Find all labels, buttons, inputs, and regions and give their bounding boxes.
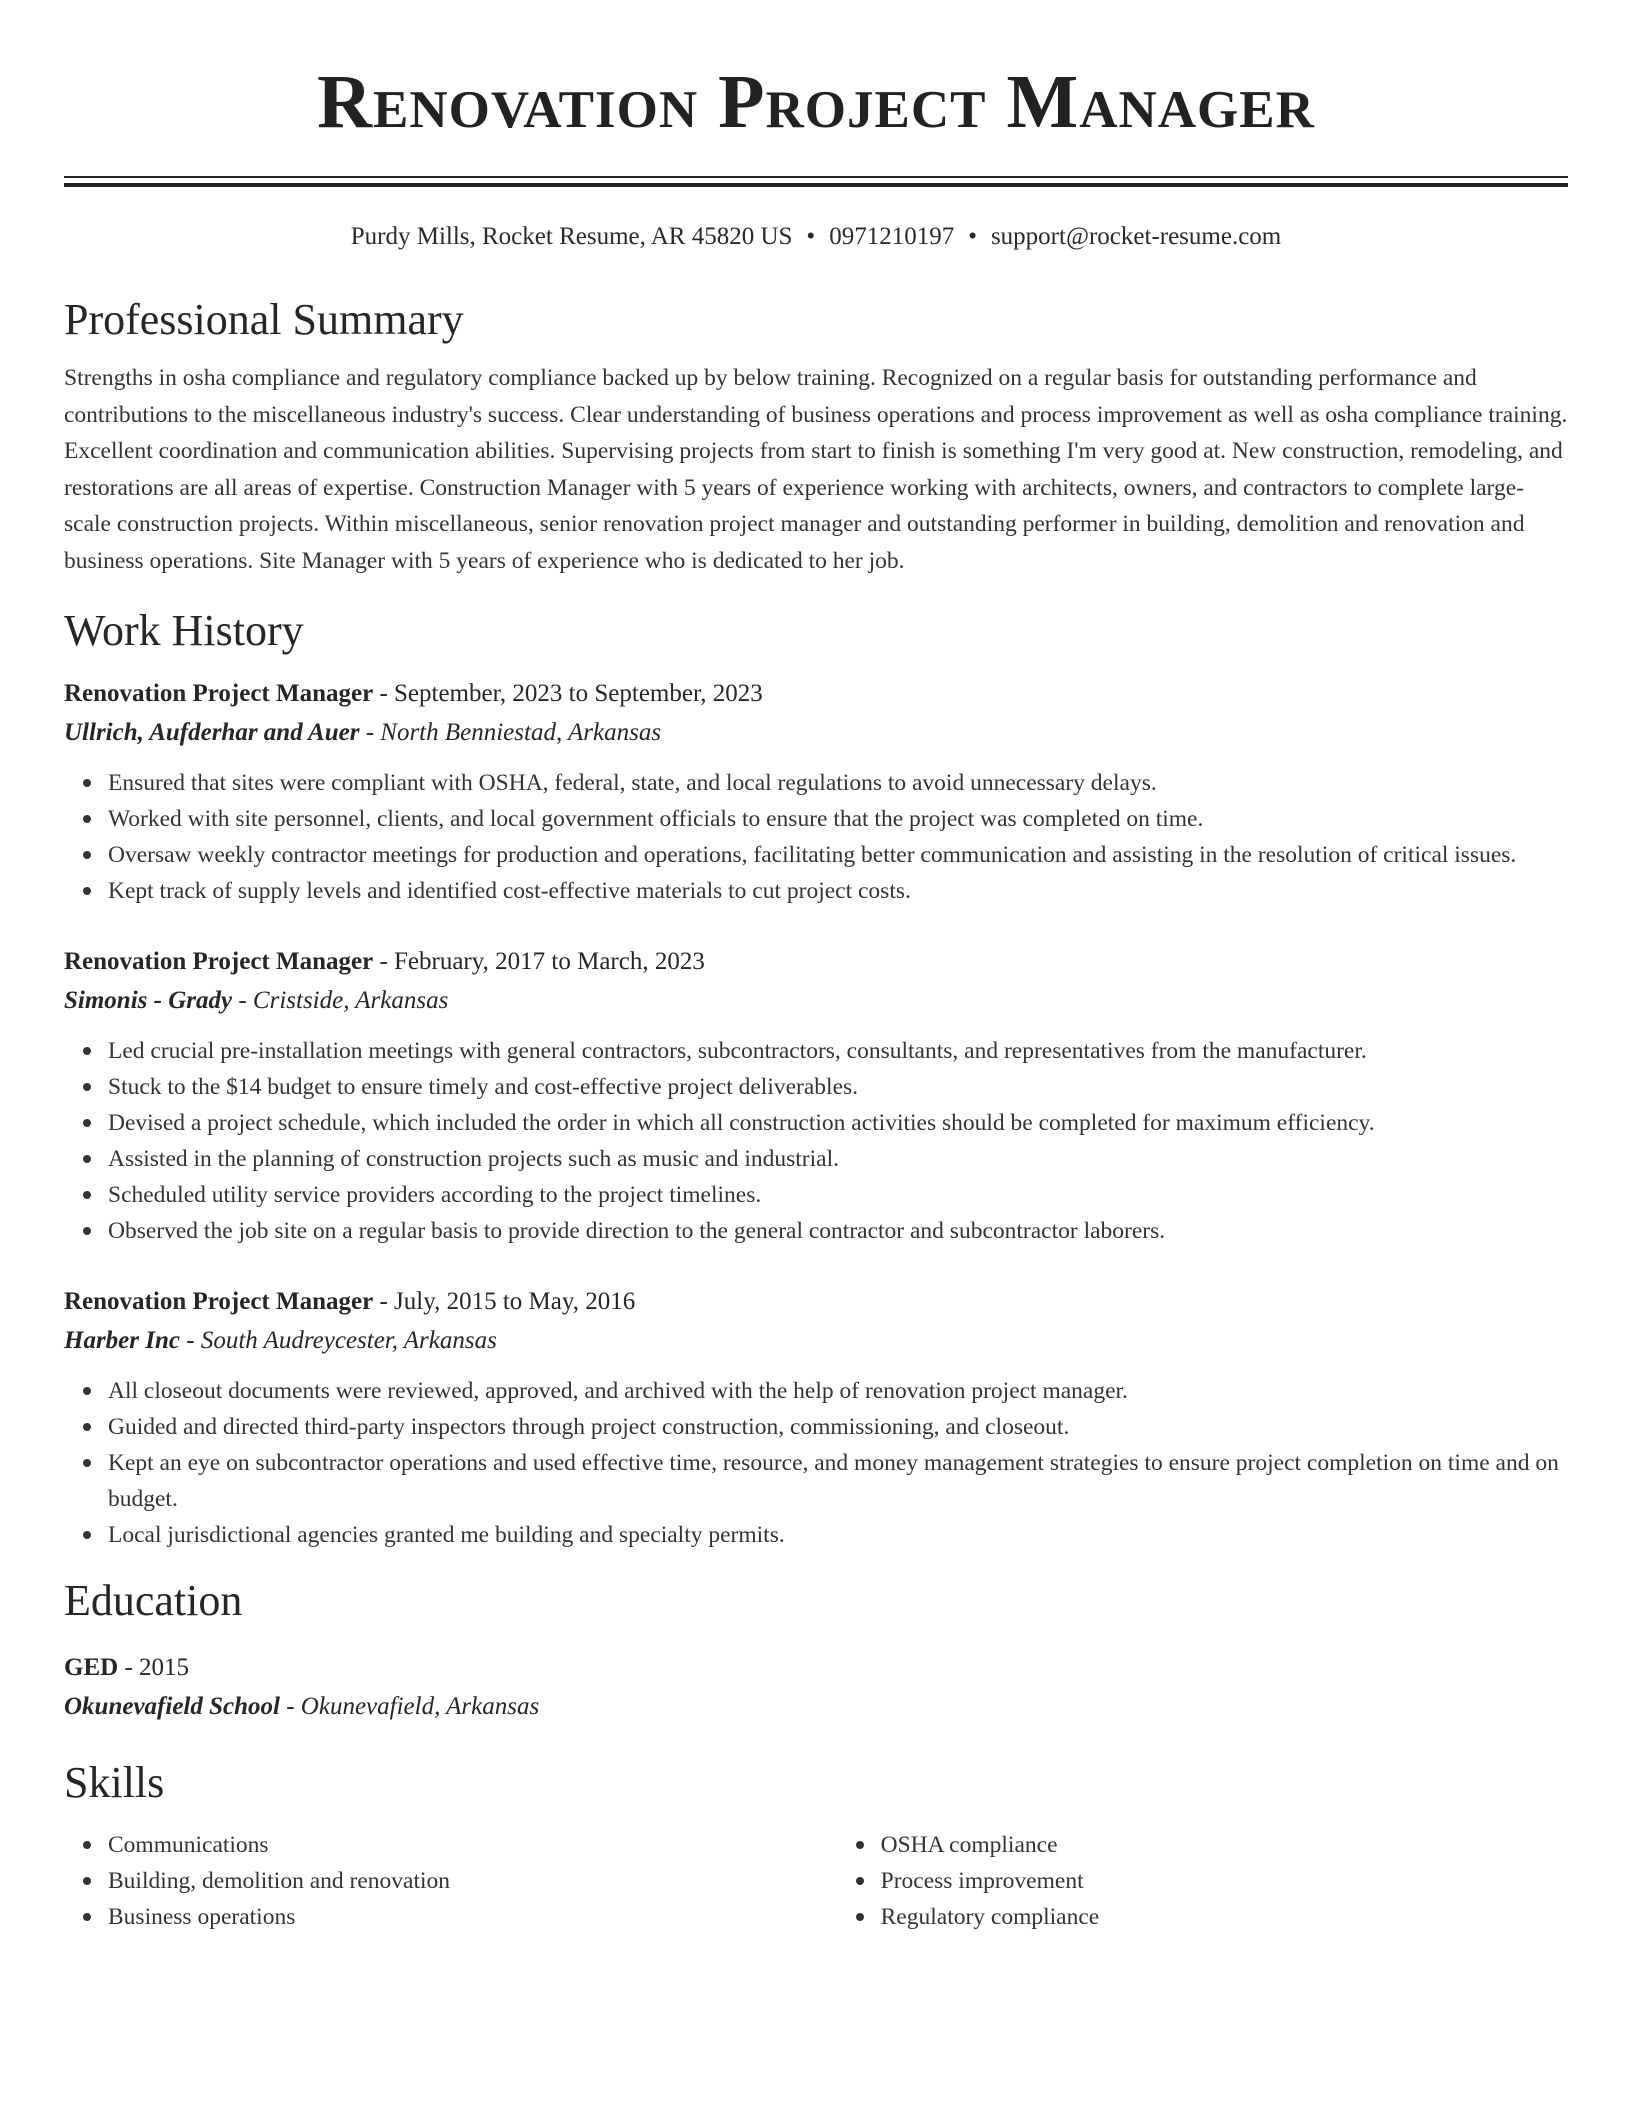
contact-address: Purdy Mills, Rocket Resume, AR 45820 US: [350, 223, 793, 250]
job-bullet: Kept an eye on subcontractor operations and used effective time, resource, and money management strategies to ensure project completion on time and on budget.: [108, 1445, 1568, 1517]
company-dash: -: [179, 1327, 201, 1354]
contact-email: support@rocket-resume.com: [990, 223, 1282, 250]
company-dash: -: [359, 719, 381, 746]
skills-list: [64, 1827, 1568, 1935]
job-bullets: [64, 765, 1568, 909]
company-line: [64, 981, 1568, 1021]
job-entry: [64, 1283, 1568, 1553]
job-bullet: Observed the job site on a regular basis to provide direction to the general contractor and subcontractor laborers.: [108, 1213, 1568, 1249]
job-title-line: [64, 1283, 1568, 1321]
job-bullet: Oversaw weekly contractor meetings for production and operations, facilitating better communication and assisting in the resolution of critical issues.: [108, 837, 1568, 873]
education-entry: [64, 1649, 1568, 1727]
job-role: Renovation Project Manager: [64, 680, 374, 707]
skills-heading: Skills: [64, 1758, 165, 1807]
job-role: Renovation Project Manager: [64, 1288, 374, 1315]
job-bullet: Kept track of supply levels and identified cost-effective materials to cut project costs.: [108, 873, 1568, 909]
header-divider: [64, 176, 1568, 187]
contact-separator: •: [968, 223, 977, 250]
summary-heading: Professional Summary: [64, 295, 464, 344]
job-bullet: Led crucial pre-installation meetings with general contractors, subcontractors, consultants, and representatives from the manufacturer.: [108, 1033, 1568, 1069]
job-dash: -: [373, 680, 395, 707]
company-dash: -: [232, 987, 253, 1014]
degree-line: [64, 1649, 1568, 1687]
job-dates: July, 2015 to May, 2016: [394, 1288, 636, 1315]
resume-name: Renovation Project Manager: [317, 60, 1315, 144]
skill-item: Business operations: [108, 1899, 837, 1935]
job-bullet: Devised a project schedule, which included the order in which all construction activities should be completed for maximum efficiency.: [108, 1105, 1568, 1141]
job-bullet: Worked with site personnel, clients, and local government officials to ensure that the project was completed on time.: [108, 801, 1568, 837]
job-title-line: [64, 943, 1568, 981]
job-bullet: Guided and directed third-party inspectors through project construction, commissioning, and closeout.: [108, 1409, 1568, 1445]
school-dash: -: [279, 1693, 301, 1720]
job-bullet: Ensured that sites were compliant with OSHA, federal, state, and local regulations to avoid unnecessary delays.: [108, 765, 1568, 801]
company-location: North Benniestad, Arkansas: [380, 719, 662, 746]
job-entry: [64, 675, 1568, 909]
company-line: [64, 1321, 1568, 1361]
education-heading: Education: [64, 1576, 243, 1625]
job-dash: -: [373, 948, 395, 975]
skill-item: OSHA compliance: [881, 1827, 1568, 1863]
job-role: Renovation Project Manager: [64, 948, 374, 975]
company-line: [64, 713, 1568, 753]
contact-line: [64, 220, 1568, 254]
skill-item: Communications: [108, 1827, 837, 1863]
job-dates: February, 2017 to March, 2023: [394, 948, 705, 975]
job-bullet: Local jurisdictional agencies granted me building and specialty permits.: [108, 1517, 1568, 1553]
job-bullets: [64, 1373, 1568, 1553]
job-bullet: Stuck to the $14 budget to ensure timely and cost-effective project deliverables.: [108, 1069, 1568, 1105]
job-bullets: [64, 1033, 1568, 1249]
job-bullet: Scheduled utility service providers according to the project timelines.: [108, 1177, 1568, 1213]
company-location: Cristside, Arkansas: [252, 987, 449, 1014]
skills-column-right: [837, 1827, 1568, 1935]
school-line: [64, 1687, 1568, 1727]
contact-phone: 0971210197: [829, 223, 955, 250]
summary-text: Strengths in osha compliance and regulatory compliance backed up by below training. Recognized on a regular basis for outstanding performance and contributions to the miscellaneous industry's success. Clear understanding of business operations and process improvement as well as osha compliance training. Excellent coordination and communication abilities. Supervising projects from start to finish is something I'm very good at. New construction, remodeling, and restorations are all areas of expertise. Construction Manager with 5 years of experience working with architects, owners, and contractors to complete large-scale construction projects. Within miscellaneous, senior renovation project manager and outstanding performer in building, demolition and renovation and business operations. Site Manager with 5 years of experience who is dedicated to her job.: [64, 365, 1568, 574]
skill-item: Process improvement: [881, 1863, 1568, 1899]
company-name: Harber Inc: [64, 1327, 180, 1354]
job-dash: -: [373, 1288, 395, 1315]
company-location: South Audreycester, Arkansas: [200, 1327, 497, 1354]
job-title-line: [64, 675, 1568, 713]
company-name: Simonis - Grady: [64, 987, 233, 1014]
job-entry: [64, 943, 1568, 1249]
degree: GED: [64, 1654, 119, 1681]
company-name: Ullrich, Aufderhar and Auer: [64, 719, 360, 746]
school-name: Okunevafield School: [64, 1693, 280, 1720]
job-bullet: Assisted in the planning of construction projects such as music and industrial.: [108, 1141, 1568, 1177]
school-location: Okunevafield, Arkansas: [300, 1693, 540, 1720]
work-history-heading: Work History: [64, 606, 304, 655]
degree-dash: -: [118, 1654, 140, 1681]
job-dates: September, 2023 to September, 2023: [394, 680, 763, 707]
skill-item: Building, demolition and renovation: [108, 1863, 837, 1899]
contact-separator: •: [806, 223, 816, 250]
job-bullet: All closeout documents were reviewed, approved, and archived with the help of renovation project manager.: [108, 1373, 1568, 1409]
skill-item: Regulatory compliance: [881, 1899, 1568, 1935]
degree-year: 2015: [139, 1654, 190, 1681]
skills-column-left: [64, 1827, 837, 1935]
